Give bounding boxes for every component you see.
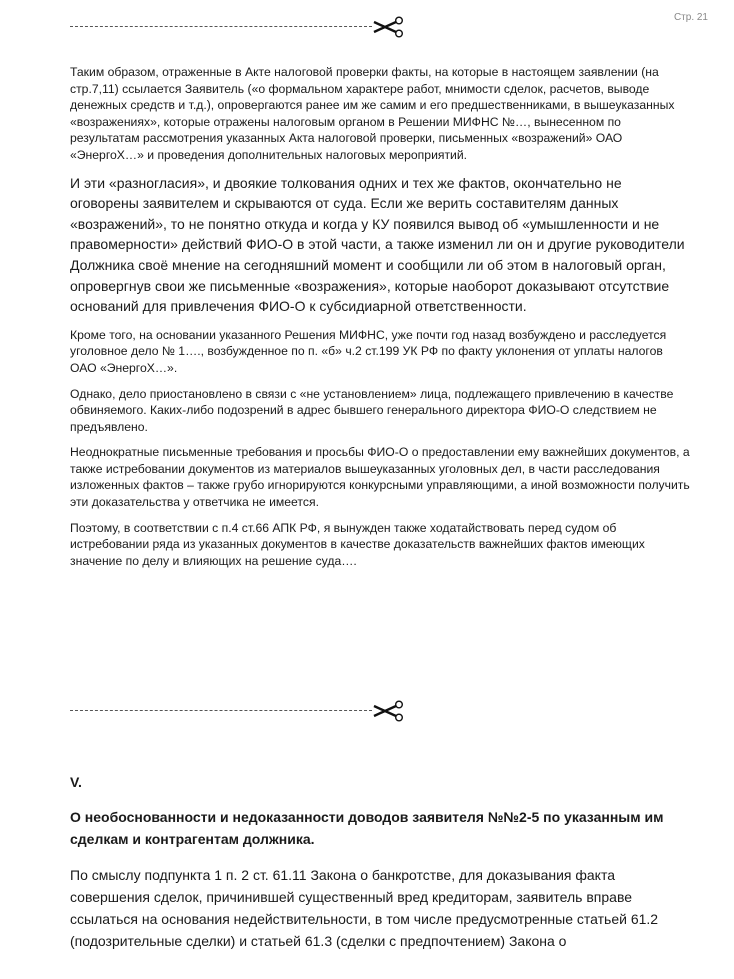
- cut-line-top: [70, 16, 410, 38]
- paragraph: Таким образом, отраженные в Акте налоговой проверки факты, на которые в настоящем заявлении (на стр.7,11) ссылается Заявитель («о формальном характере работ, мнимости сделок, расчетов, выводе денежных средств и т.д.), опровергаются ранее им же самим и его предшественниками, в вышеуказанных «возражениях», которые отражены налоговым органом в Решении МИФНС №…, вынесенном по результатам рассмотрения указанных Акта налоговой проверки, письменных «возражений» ОАО «ЭнергоХ…» и проведения дополнительных налоговых мероприятий.: [70, 65, 675, 162]
- dashed-line: [70, 710, 372, 711]
- page-number: Стр. 21: [673, 12, 708, 23]
- paragraph: Однако, дело приостановлено в связи с «не установлением» лица, подлежащего привлечению в качестве обвиняемого. Каких-либо подозрений в адрес бывшего генерального директора ФИО-О следствием не предъявлено.: [70, 386, 674, 434]
- paragraph: По смыслу подпункта 1 п. 2 ст. 61.11 Закона о банкротстве, для доказывания факта совершения сделок, причинившей существенный вред кредиторам, заявитель вправе ссылаться на основания недействительности, в том числе предусмотренные статьей 61.2 (подозрительные сделки) и статьей 61.3 (сделки с предпочтением) Закона о: [70, 867, 659, 949]
- paragraph: Кроме того, на основании указанного Решения МИФНС, уже почти год назад возбуждено и расследуется уголовное дело № 1…., возбужденное по п. «б» ч.2 ст.199 УК РФ по факту уклонения от уплаты налогов ОАО «ЭнергоХ…».: [70, 327, 667, 375]
- section-v: [70, 774, 692, 962]
- paragraph: Неоднократные письменные требования и просьбы ФИО-О о предоставлении ему важнейших документов, а также истребовании документов из материалов вышеуказанных уголовных дел, в части расследования изложенных фактов – также грубо игнорируются конкурсными управляющими, а иной возможности получить эти доказательства у ответчика не имеется.: [70, 445, 690, 510]
- dashed-line: [70, 26, 372, 27]
- document-body-top: [70, 64, 692, 578]
- scissors-icon: [372, 700, 406, 722]
- section-heading: О необоснованности и недоказанности доводов заявителя №№2-5 по указанным им сделкам и контрагентам должника.: [70, 809, 664, 847]
- scissors-icon: [372, 16, 406, 38]
- cut-line-bottom: [70, 700, 410, 722]
- paragraph: Поэтому, в соответствии с п.4 ст.66 АПК РФ, я вынужден также ходатайствовать перед судом об истребовании ряда из указанных документов в качестве доказательств важнейших фактов имеющих значение по делу и влияющих на решение суда….: [70, 520, 645, 568]
- section-number: V.: [70, 774, 82, 790]
- paragraph: И эти «разногласия», и двоякие толкования одних и тех же фактов, окончательно не оговорены заявителем и скрываются от суда. Если же верить составителям данных «возражений», то не понятно откуда и когда у КУ появился вывод об «умышленности и не правомерности» действий ФИО-О в этой части, а также изменил ли он и другие руководители Должника своё мнение на сегодняшний момент и сообщили ли об этом в налоговый орган, опровергнув свои же письменные «возражения», которые наоборот доказывают отсутствие оснований для привлечения ФИО-О к субсидиарной ответственности.: [70, 174, 685, 315]
